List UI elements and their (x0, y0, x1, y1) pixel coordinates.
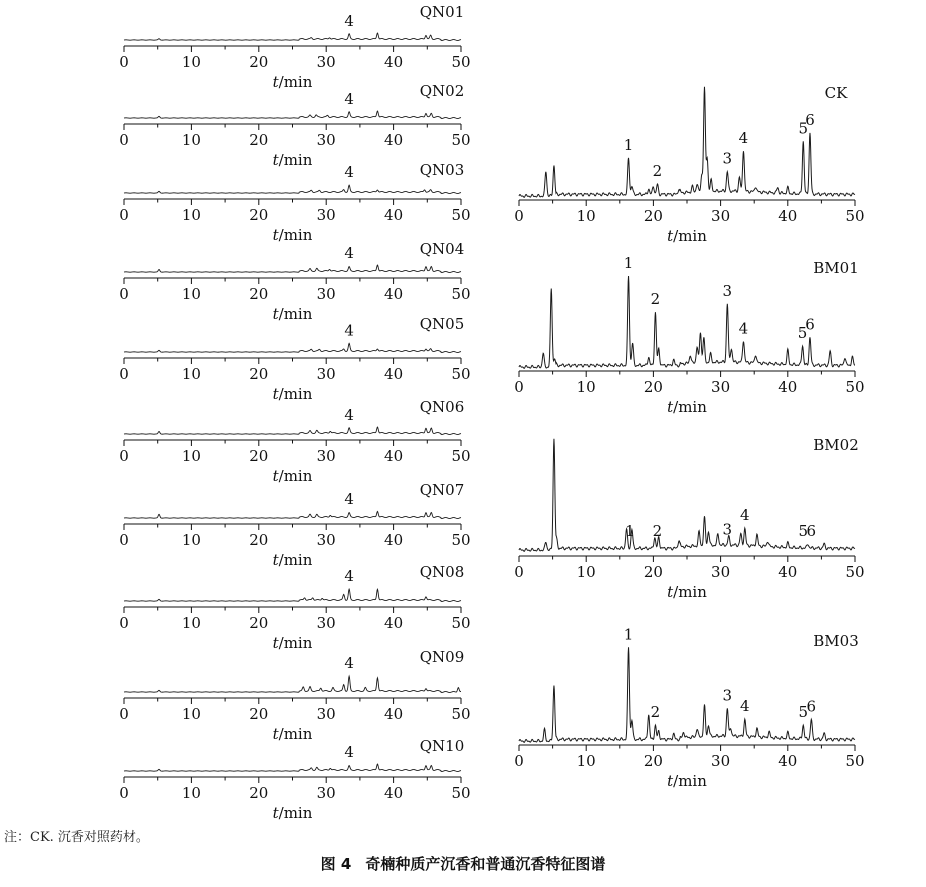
x-tick-label: 50 (451, 705, 471, 723)
left-panel-qn07 (119, 481, 470, 569)
peak-number-label: 4 (344, 567, 354, 586)
x-tick-label: 30 (711, 207, 731, 225)
sample-name-label: QN04 (419, 240, 465, 258)
x-tick-label: 20 (643, 207, 663, 225)
x-tick-label: 20 (249, 705, 269, 723)
peak-number-label: 1 (623, 254, 634, 273)
x-tick-label: 0 (514, 207, 524, 225)
chromatogram-trace (519, 87, 855, 198)
peak-number-label: 6 (806, 522, 817, 540)
x-tick-label: 40 (384, 131, 404, 149)
x-axis-title (667, 583, 707, 601)
peak-number-label: 6 (805, 315, 815, 334)
x-axis-title (667, 227, 707, 245)
x-tick-label: 30 (316, 131, 336, 149)
x-axis-title-unit: /min (278, 467, 313, 485)
x-tick-label: 50 (451, 285, 471, 303)
x-axis-title-unit: /min (278, 226, 313, 244)
x-tick-label: 20 (249, 531, 269, 549)
peak-number-label: 4 (344, 490, 354, 508)
x-axis-title-unit: /min (278, 725, 313, 743)
x-tick-label: 30 (711, 752, 731, 770)
figure-label: 图 4 (320, 855, 352, 873)
peak-number-label: 4 (344, 654, 354, 673)
sample-name-label: QN09 (419, 648, 465, 666)
chromatogram-trace (124, 589, 461, 601)
x-tick-label: 30 (316, 614, 336, 632)
x-tick-label: 50 (451, 784, 471, 802)
x-tick-label: 40 (384, 784, 404, 802)
peak-number-label: 3 (722, 686, 733, 705)
x-tick-label: 0 (119, 365, 129, 383)
x-axis-title (273, 73, 313, 91)
x-tick-label: 10 (181, 531, 201, 549)
peak-number-label: 4 (344, 405, 354, 424)
x-tick-label: 20 (249, 784, 269, 802)
x-tick-label: 0 (119, 614, 129, 632)
left-panel-qn04 (119, 240, 470, 323)
x-tick-label: 30 (316, 447, 336, 465)
x-tick-label: 10 (181, 447, 201, 465)
peak-number-label: 2 (652, 161, 663, 180)
x-tick-label: 40 (384, 531, 404, 549)
x-tick-label: 30 (316, 285, 336, 303)
peak-number-label: 4 (738, 129, 749, 148)
right-panel-bm01 (514, 254, 864, 416)
chromatogram-trace (124, 265, 461, 272)
figure-caption (0, 853, 926, 874)
x-tick-label: 10 (576, 752, 596, 770)
peak-number-label: 6 (805, 110, 815, 129)
x-tick-label: 30 (316, 784, 336, 802)
peak-number-label: 4 (344, 743, 354, 761)
x-tick-label: 0 (119, 784, 129, 802)
x-axis-title (273, 305, 313, 323)
left-panel-qn01 (119, 3, 470, 91)
x-tick-label: 10 (576, 563, 596, 581)
x-tick-label: 10 (181, 614, 201, 632)
left-panel-qn06 (119, 398, 470, 485)
x-tick-label: 0 (514, 378, 524, 396)
x-axis-title-unit: /min (278, 634, 313, 652)
chromatogram-trace (519, 647, 855, 742)
x-tick-label: 20 (249, 447, 269, 465)
x-axis-title-symbol: t (272, 804, 279, 822)
x-axis-title-symbol: t (667, 398, 674, 416)
sample-name-label: BM01 (813, 259, 859, 277)
x-tick-label: 30 (711, 378, 731, 396)
left-panel-qn03 (119, 161, 470, 244)
x-tick-label: 0 (514, 752, 524, 770)
x-tick-label: 40 (778, 752, 798, 770)
x-axis-title-unit: /min (278, 385, 313, 403)
left-panel-qn09 (119, 648, 470, 743)
x-tick-label: 40 (778, 563, 798, 581)
x-tick-label: 20 (249, 131, 269, 149)
x-axis-title-symbol: t (272, 551, 279, 569)
x-axis-title (667, 398, 707, 416)
x-axis-title-symbol: t (667, 772, 674, 790)
x-tick-label: 0 (514, 563, 524, 581)
peak-number-label: 1 (625, 522, 635, 540)
x-tick-label: 10 (181, 705, 201, 723)
x-axis-title (273, 226, 313, 244)
right-panel-ck (514, 84, 864, 245)
peak-number-label: 6 (806, 697, 817, 716)
sample-name-label: QN02 (419, 82, 465, 100)
left-panel-qn05 (119, 315, 470, 403)
peak-number-label: 2 (652, 522, 663, 540)
peak-number-label: 4 (344, 11, 354, 30)
chromatogram-trace (124, 343, 461, 352)
x-axis-title-symbol: t (272, 385, 279, 403)
x-tick-label: 40 (384, 365, 404, 383)
sample-name-label: QN07 (419, 481, 465, 499)
x-tick-label: 0 (119, 206, 129, 224)
x-axis-title-symbol: t (272, 725, 279, 743)
chromatogram-trace (124, 33, 461, 40)
peak-number-label: 1 (623, 625, 634, 644)
x-axis-title-symbol: t (667, 583, 674, 601)
x-tick-label: 10 (181, 131, 201, 149)
x-axis-title-symbol: t (272, 467, 279, 485)
x-axis-title-symbol: t (272, 226, 279, 244)
x-axis-title-symbol: t (272, 305, 279, 323)
peak-number-label: 3 (722, 520, 733, 539)
x-tick-label: 50 (451, 206, 471, 224)
x-tick-label: 10 (576, 207, 596, 225)
x-tick-label: 50 (451, 447, 471, 465)
x-tick-label: 40 (778, 207, 798, 225)
peak-number-label: 1 (623, 135, 634, 154)
x-axis-title-symbol: t (272, 634, 279, 652)
x-tick-label: 50 (845, 752, 865, 770)
x-tick-label: 40 (384, 206, 404, 224)
x-tick-label: 20 (249, 53, 269, 71)
x-axis-title (273, 467, 313, 485)
x-tick-label: 40 (384, 53, 404, 71)
peak-number-label: 2 (650, 703, 661, 722)
x-tick-label: 10 (181, 784, 201, 802)
sample-name-label: QN08 (419, 563, 465, 581)
x-axis-title-symbol: t (272, 151, 279, 169)
x-tick-label: 10 (181, 206, 201, 224)
sample-name-label: QN03 (419, 161, 465, 179)
x-tick-label: 20 (249, 206, 269, 224)
x-axis-title-unit: /min (278, 305, 313, 323)
x-tick-label: 30 (316, 365, 336, 383)
chromatogram-trace (124, 111, 461, 118)
left-panel-qn08 (119, 563, 470, 652)
x-tick-label: 0 (119, 131, 129, 149)
chromatogram-trace (124, 427, 461, 434)
peak-number-label: 4 (740, 506, 750, 525)
peak-number-label: 4 (740, 697, 750, 716)
sample-name-label: QN05 (419, 315, 465, 333)
x-axis-title-unit: /min (673, 583, 707, 601)
x-axis-title-unit: /min (673, 398, 707, 416)
x-tick-label: 50 (845, 378, 865, 396)
x-tick-label: 20 (249, 285, 269, 303)
x-tick-label: 20 (249, 365, 269, 383)
peak-number-label: 4 (344, 244, 354, 262)
peak-number-label: 4 (344, 89, 354, 108)
peak-number-label: 3 (722, 281, 733, 300)
x-tick-label: 0 (119, 447, 129, 465)
x-axis-title (273, 725, 313, 743)
chromatogram-trace (124, 764, 461, 771)
chromatogram-trace (124, 676, 461, 692)
right-panel-bm02 (514, 436, 864, 601)
x-tick-label: 40 (778, 378, 798, 396)
x-tick-label: 10 (181, 365, 201, 383)
x-tick-label: 20 (249, 614, 269, 632)
x-tick-label: 50 (845, 207, 865, 225)
left-panel-qn02 (119, 82, 470, 169)
x-axis-title-unit: /min (278, 551, 313, 569)
x-tick-label: 30 (711, 563, 731, 581)
x-tick-label: 50 (845, 563, 865, 581)
x-axis-title-symbol: t (272, 73, 279, 91)
x-tick-label: 50 (451, 531, 471, 549)
x-axis-title-unit: /min (278, 804, 313, 822)
x-tick-label: 40 (384, 285, 404, 303)
x-axis-title (273, 551, 313, 569)
x-tick-label: 0 (119, 285, 129, 303)
peak-number-label: 4 (738, 319, 749, 338)
x-tick-label: 20 (643, 378, 663, 396)
peak-number-label: 4 (344, 321, 354, 340)
x-tick-label: 20 (643, 752, 663, 770)
peak-number-label: 5 (798, 522, 809, 540)
sample-name-label: BM03 (813, 632, 859, 650)
x-axis-title (273, 634, 313, 652)
peak-number-label: 5 (798, 703, 809, 722)
x-axis-title (273, 385, 313, 403)
peak-number-label: 4 (344, 163, 354, 182)
x-axis-title-unit: /min (673, 227, 707, 245)
x-tick-label: 30 (316, 53, 336, 71)
left-panel-qn10 (119, 737, 470, 822)
x-axis-title-unit: /min (278, 151, 313, 169)
x-tick-label: 0 (119, 531, 129, 549)
peak-number-label: 5 (797, 324, 808, 343)
x-axis-title (273, 151, 313, 169)
x-axis-title-unit: /min (673, 772, 707, 790)
x-tick-label: 40 (384, 614, 404, 632)
right-panel-bm03 (514, 625, 864, 790)
x-tick-label: 0 (119, 705, 129, 723)
x-tick-label: 30 (316, 531, 336, 549)
x-tick-label: 40 (384, 447, 404, 465)
x-axis-title (667, 772, 707, 790)
x-tick-label: 30 (316, 705, 336, 723)
peak-number-label: 2 (650, 290, 661, 309)
figure-note: 注：CK. 沉香对照药材。 (4, 830, 149, 845)
chromatogram-trace (124, 511, 461, 518)
x-tick-label: 30 (316, 206, 336, 224)
x-tick-label: 0 (119, 53, 129, 71)
sample-name-label: QN06 (419, 398, 465, 416)
sample-name-label: CK (824, 84, 848, 102)
x-axis-title (273, 804, 313, 822)
sample-name-label: BM02 (813, 436, 859, 454)
x-tick-label: 50 (451, 614, 471, 632)
sample-name-label: QN10 (419, 737, 465, 755)
figure-title: 奇楠种质产沉香和普通沉香特征图谱 (365, 855, 606, 873)
x-tick-label: 20 (643, 563, 663, 581)
x-tick-label: 40 (384, 705, 404, 723)
peak-number-label: 5 (798, 119, 809, 138)
chromatogram-trace (124, 185, 461, 193)
x-tick-label: 10 (181, 285, 201, 303)
x-axis-title-unit: /min (278, 73, 313, 91)
x-tick-label: 10 (181, 53, 201, 71)
x-tick-label: 50 (451, 365, 471, 383)
peak-number-label: 3 (722, 149, 733, 168)
x-axis-title-symbol: t (667, 227, 674, 245)
x-tick-label: 50 (451, 53, 471, 71)
x-tick-label: 50 (451, 131, 471, 149)
x-tick-label: 10 (576, 378, 596, 396)
sample-name-label: QN01 (419, 3, 465, 21)
